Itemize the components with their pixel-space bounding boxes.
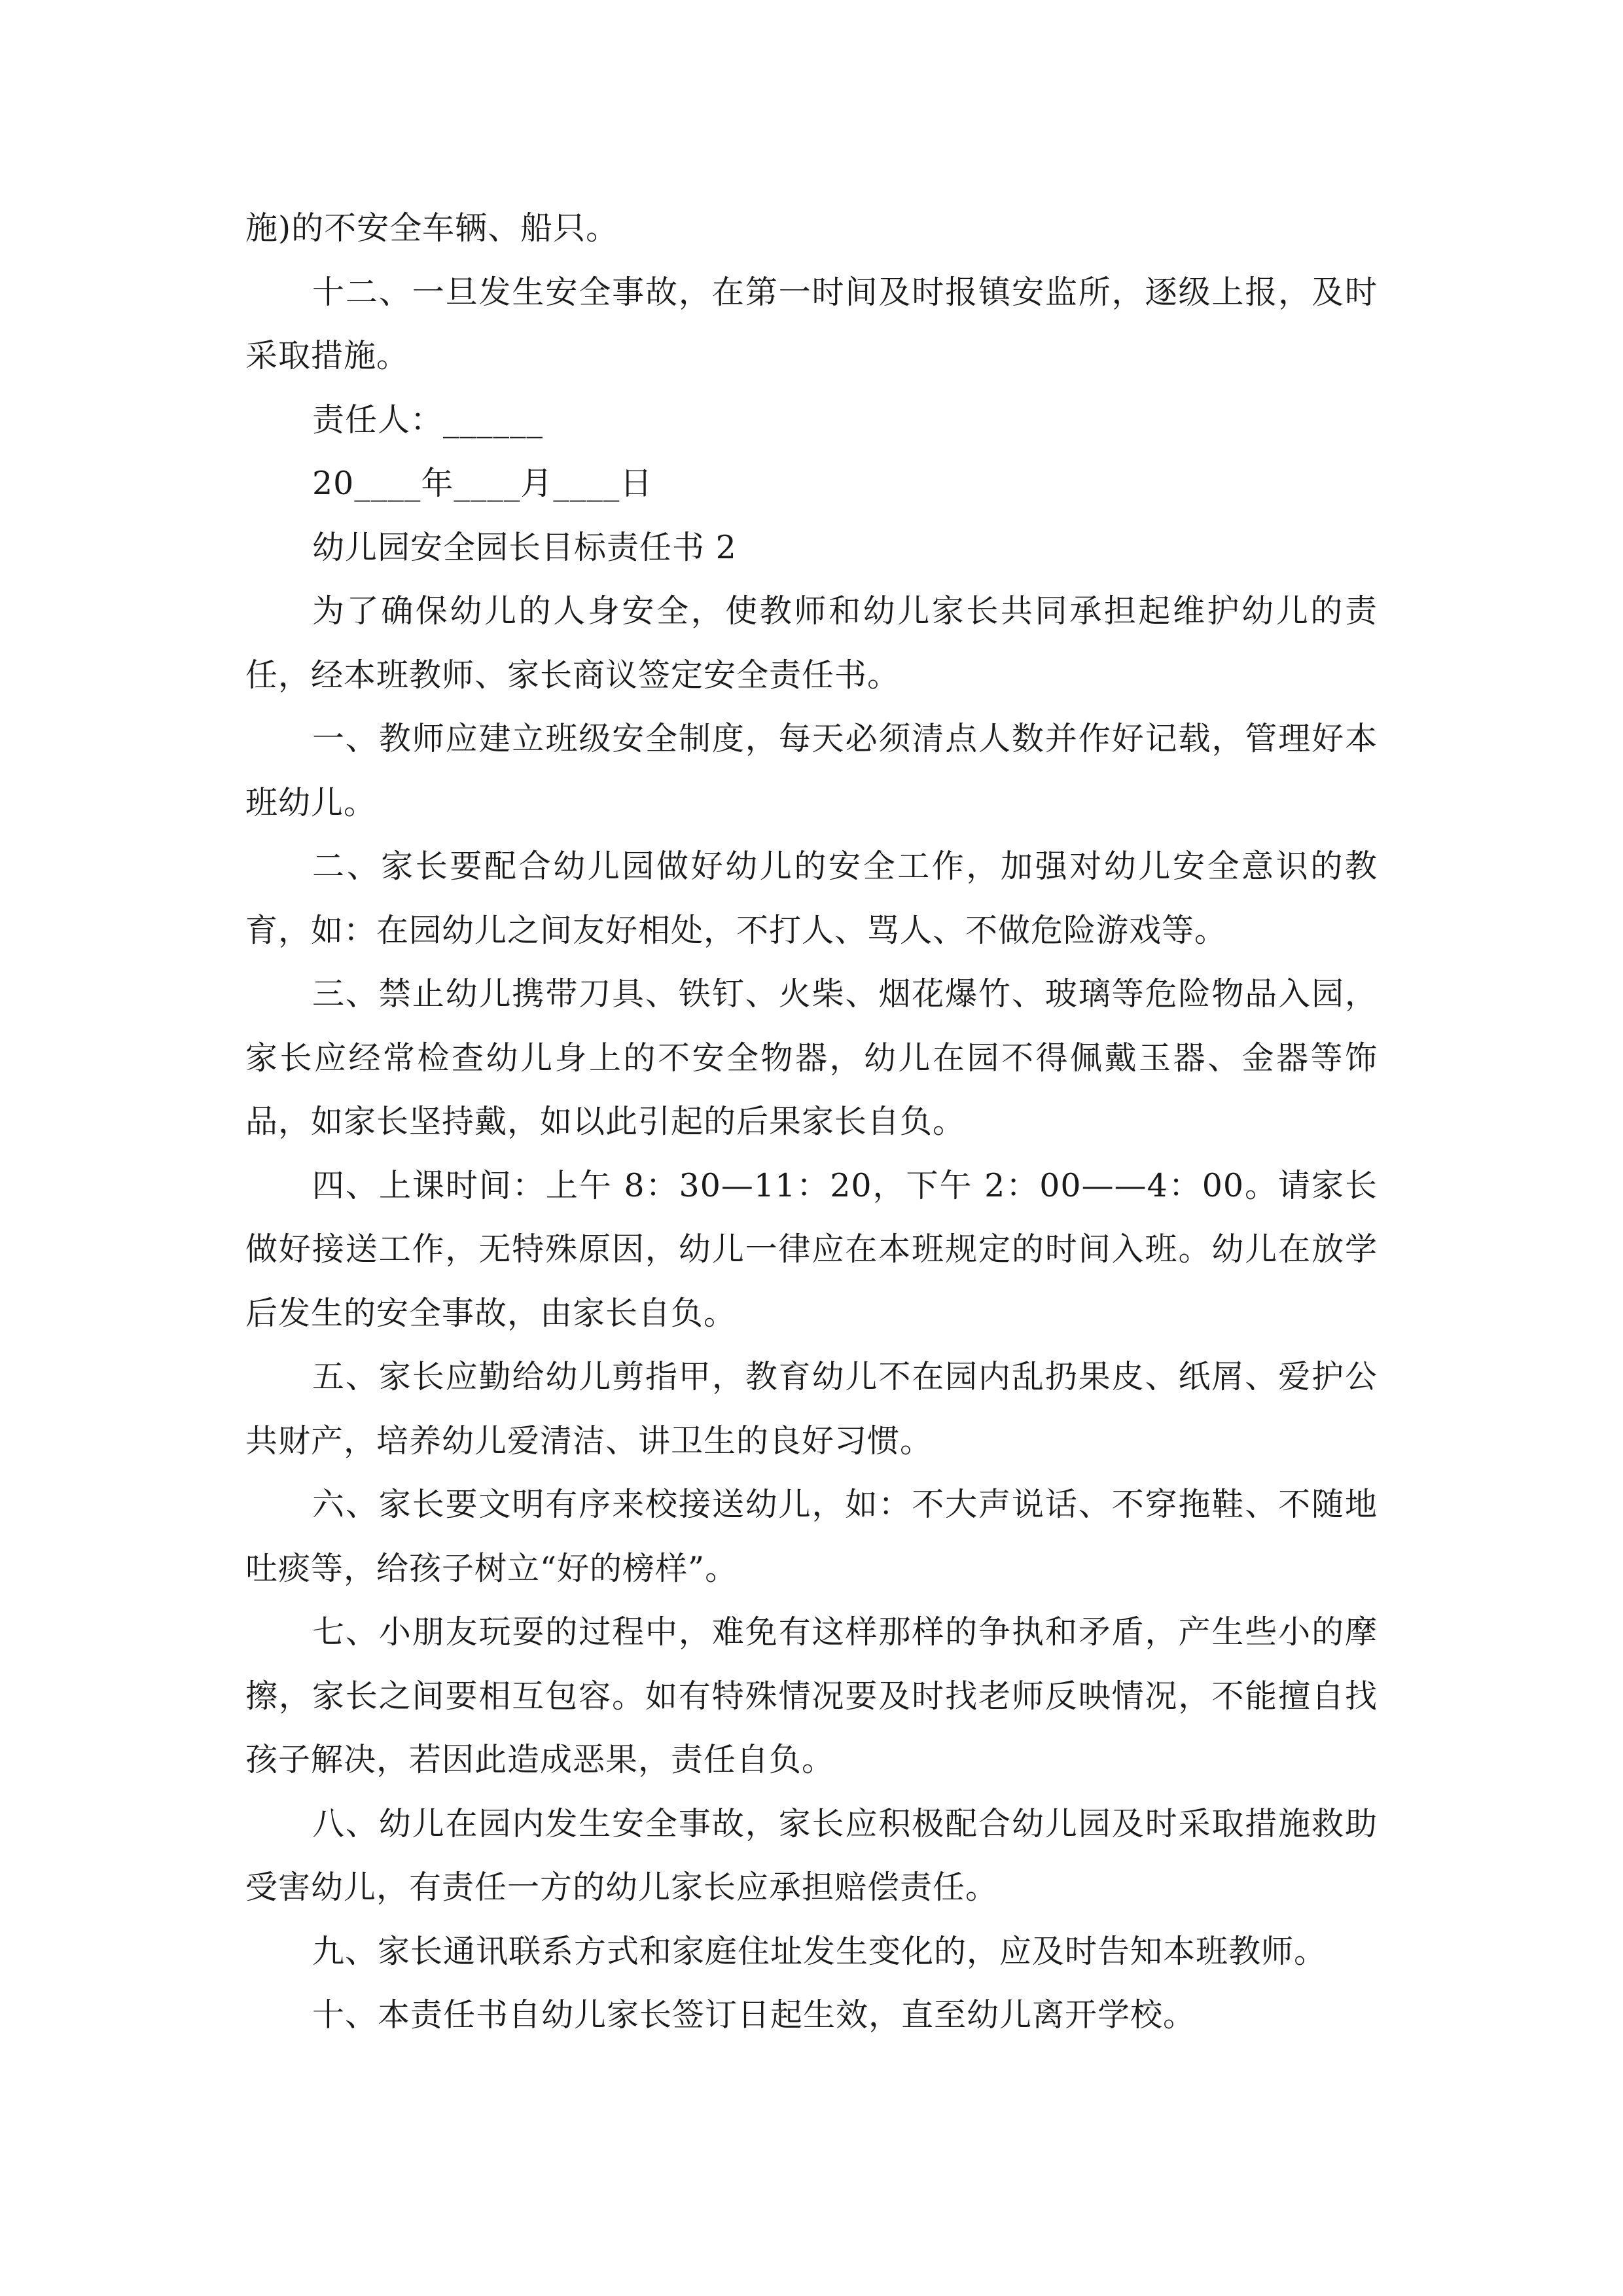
paragraph-item-2: 二、家长要配合幼儿园做好幼儿的安全工作，加强对幼儿安全意识的教育，如：在园幼儿之间友好相处，不打人、骂人、不做危险游戏等。 [245, 848, 1378, 949]
date-line: 20____年____月____日 [312, 465, 653, 502]
section-title: 幼儿园安全园长目标责任书 2 [312, 528, 737, 566]
responsible-person-line: 责任人：______ [312, 401, 544, 439]
paragraph-item-7: 七、小朋友玩耍的过程中，难免有这样那样的争执和矛盾，产生些小的摩擦，家长之间要相互包容。如有特殊情况要及时找老师反映情况，不能擅自找孩子解决，若因此造成恶果，责任自负。 [245, 1613, 1378, 1778]
paragraph-item-12: 十二、一旦发生安全事故，在第一时间及时报镇安监所，逐级上报，及时采取措施。 [245, 273, 1378, 374]
paragraph-item-1: 一、教师应建立班级安全制度，每天必须清点人数并作好记载，管理好本班幼儿。 [245, 720, 1378, 821]
paragraph-item-10: 十、本责任书自幼儿家长签订日起生效，直至幼儿离开学校。 [312, 1996, 1196, 2034]
paragraph-item-9: 九、家长通讯联系方式和家庭住址发生变化的，应及时告知本班教师。 [312, 1932, 1327, 1970]
paragraph-item-3: 三、禁止幼儿携带刀具、铁钉、火柴、烟花爆竹、玻璃等危险物品入园，家长应经常检查幼儿身上的不安全物器，幼儿在园不得佩戴玉器、金器等饰品，如家长坚持戴，如以此引起的后果家长自负。 [245, 975, 1378, 1140]
paragraph-continuation: 施)的不安全车辆、船只。 [245, 209, 619, 247]
paragraph-item-5: 五、家长应勤给幼儿剪指甲，教育幼儿不在园内乱扔果皮、纸屑、爱护公共财产，培养幼儿爱清洁、讲卫生的良好习惯。 [245, 1358, 1378, 1460]
paragraph-item-4: 四、上课时间：上午 8：30—11：20，下午 2：00——4：00。请家长做好接送工作，无特殊原因，幼儿一律应在本班规定的时间入班。幼儿在放学后发生的安全事故，由家长自负。 [245, 1166, 1378, 1332]
paragraph-item-8: 八、幼儿在园内发生安全事故，家长应积极配合幼儿园及时采取措施救助受害幼儿，有责任一方的幼儿家长应承担赔偿责任。 [245, 1804, 1378, 1906]
intro-paragraph: 为了确保幼儿的人身安全，使教师和幼儿家长共同承担起维护幼儿的责任，经本班教师、家长商议签定安全责任书。 [245, 592, 1378, 694]
paragraph-item-6: 六、家长要文明有序来校接送幼儿，如：不大声说话、不穿拖鞋、不随地吐痰等，给孩子树立“好的榜样”。 [245, 1486, 1378, 1587]
document-body [245, 196, 1378, 2047]
